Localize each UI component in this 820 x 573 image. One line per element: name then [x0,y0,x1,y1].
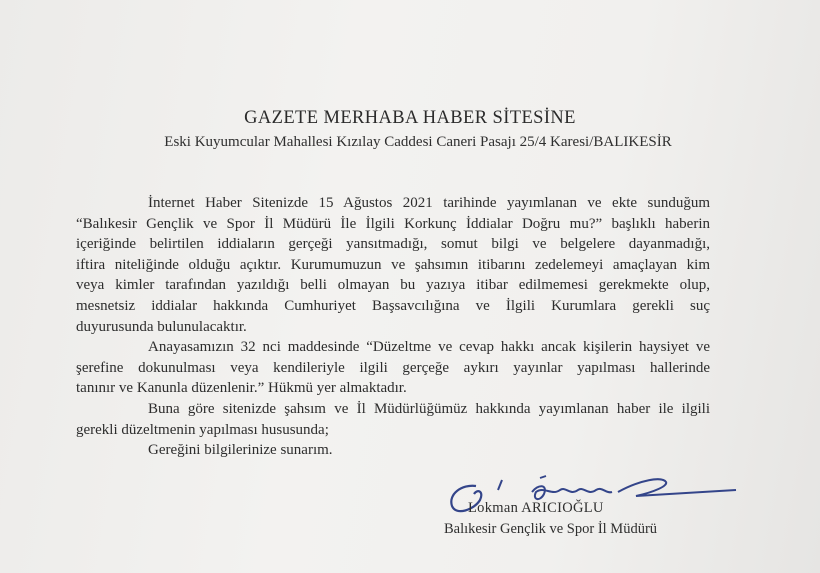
signer-name: Lokman ARICIOĞLU [468,500,604,516]
paragraph-line: iftira niteliğinde olduğu açıktır. Kurumumuzun ve şahsımın itibarını zedelemeyi amaçlayan kim [76,256,710,273]
paragraph-line: veya kimler tarafından yazıldığı belli olmayan bu yazıya itibar edilmemesi gerekmekte olup, [76,277,710,294]
paragraph-line: gerekli düzeltmenin yapılması hususunda; [76,421,329,438]
paragraph-line: Anayasamızın 32 nci maddesinde “Düzeltme ve cevap hakkı ancak kişilerin haysiyet ve [148,339,710,356]
paragraph-line: mesnetsiz iddialar hakkında Cumhuriyet Başsavcılığına ve İlgili Kurumlara gerekli suç [76,297,710,314]
closing-line [148,440,710,461]
paragraph-1 [76,193,710,337]
paragraph-line: içeriğinde belirtilen iddiaların gerçeği yansıtmadığı, somut bilgi ve belgelere dayanmadığı, [76,236,710,253]
paragraph-line: duyurusunda bulunulacaktır. [76,318,247,335]
letter-body [76,193,710,461]
paragraph-line: “Balıkesir Gençlik ve Spor İl Müdürü İle İlgili Korkunç İddialar Doğru mu?” başlıklı haberin [76,215,710,232]
paragraph-line: tanınır ve Kanunla düzenlenir.” Hükmü yer almaktadır. [76,380,407,397]
recipient-address: Eski Kuyumcular Mahallesi Kızılay Caddesi Caneri Pasajı 25/4 Karesi/BALIKESİR [164,134,672,150]
paragraph-2 [76,337,710,399]
handwritten-signature-icon [440,466,740,526]
paragraph-line: Buna göre sitenizde şahsım ve İl Müdürlüğümüz hakkında yayımlanan haber ile ilgili [148,400,710,417]
paragraph-line: İnternet Haber Sitenizde 15 Ağustos 2021 tarihinde yayımlanan ve ekte sunduğum [148,195,710,211]
letter-title: GAZETE MERHABA HABER SİTESİNE [244,108,576,128]
paragraph-line: şerefine dokunulması veya kendileriyle ilgili gerçeğe aykırı yayınlar yapılması hallerinde [76,359,710,376]
signer-title: Balıkesir Gençlik ve Spor İl Müdürü [444,521,658,537]
paragraph-3 [76,399,710,440]
paragraph-line: Gereğini bilgilerinize sunarım. [148,442,333,459]
